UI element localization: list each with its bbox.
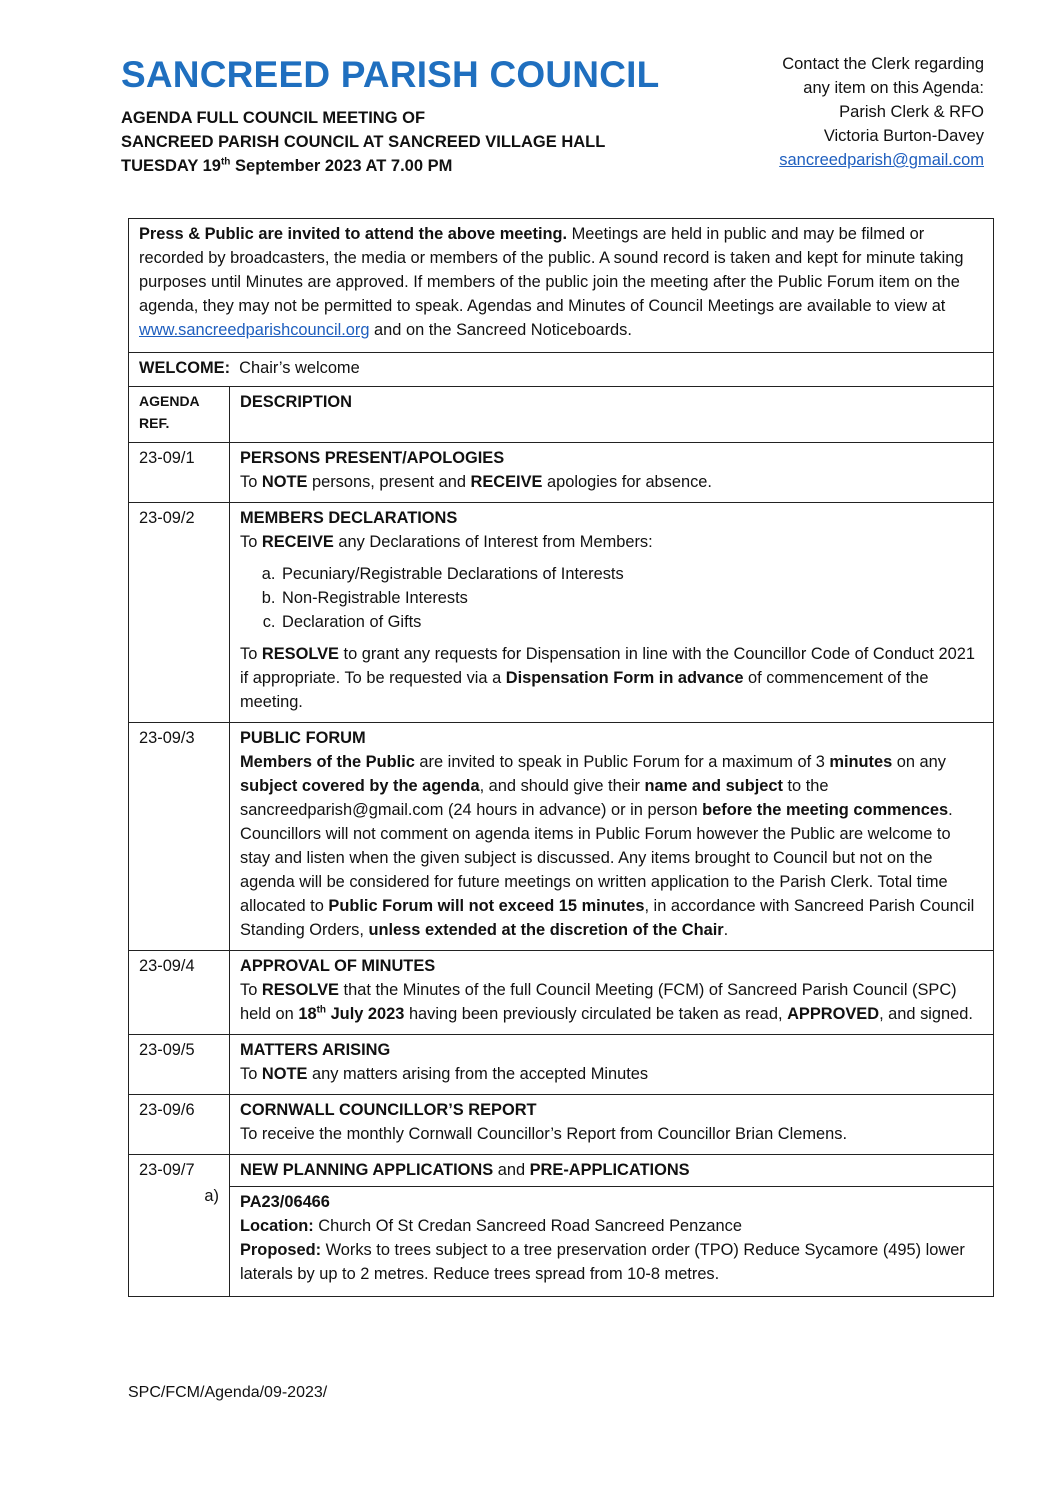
agenda-item-2: 23-09/2 MEMBERS DECLARATIONS To RECEIVE any Declarations of Interest from Members: a. Pecuniary/Registrable Declarations of Interests b. Non-Registrable Interests c. Declaration of Gifts To RESOLVE to grant any requests for Dispensation in line with the Councillor Code of Conduct 2021 if appropriate. To be requested via a Dispensation Form in advance of commencement of the meeting. xyxy=(129,503,994,723)
welcome-row: WELCOME: Chair’s welcome xyxy=(129,353,994,387)
agenda-item-5: 23-09/5 MATTERS ARISING To NOTE any matters arising from the accepted Minutes xyxy=(129,1035,994,1095)
subtitle-line-1: AGENDA FULL COUNCIL MEETING OF xyxy=(121,109,426,127)
planning-application-row: PA23/06466 Location: Church Of St Credan Sancreed Road Sancreed Penzance Proposed: Works to trees subject to a tree preservation order (TPO) Reduce Sycamore (495) lower laterals by up to 2 metres. Reduce trees spread from 10-8 metres. xyxy=(129,1187,994,1297)
agenda-item-6: 23-09/6 CORNWALL COUNCILLOR’S REPORT To receive the monthly Cornwall Councillor’s Report from Councillor Brian Clemens. xyxy=(129,1095,994,1155)
contact-line-3: Parish Clerk & RFO xyxy=(839,103,984,121)
list-item: b. Non-Registrable Interests xyxy=(280,586,983,610)
column-header-row: AGENDA REF. DESCRIPTION xyxy=(129,387,994,443)
agenda-table xyxy=(128,218,994,1297)
contact-line-4: Victoria Burton-Davey xyxy=(823,127,984,145)
agenda-item-3: 23-09/3 PUBLIC FORUM Members of the Public are invited to speak in Public Forum for a maximum of 3 minutes on any subject covered by the agenda, and should give their name and subject to the sancreedparish@gmail.com (24 hours in advance) or in person before the meeting commences. Councillors will not comment on agenda items in Public Forum however the Public are welcome to stay and listen when the given subject is discussed. Any items brought to Council but not on the agenda will be considered for future meetings on written application to the Parish Clerk. Total time allocated to Public Forum will not exceed 15 minutes, in accordance with Sancreed Parish Council Standing Orders, unless extended at the discretion of the Chair. xyxy=(129,723,994,951)
page-title: SANCREED PARISH COUNCIL xyxy=(121,54,660,95)
list-item: a. Pecuniary/Registrable Declarations of Interests xyxy=(280,562,983,586)
contact-block xyxy=(779,52,984,172)
subtitle-line-2: SANCREED PARISH COUNCIL AT SANCREED VILLAGE HALL xyxy=(121,133,606,151)
contact-line-1: Contact the Clerk regarding xyxy=(782,55,984,73)
application-number: PA23/06466 xyxy=(240,1193,330,1211)
list-item: c. Declaration of Gifts xyxy=(280,610,983,634)
meeting-heading xyxy=(121,106,605,178)
agenda-item-4: 23-09/4 APPROVAL OF MINUTES To RESOLVE that the Minutes of the full Council Meeting (FCM) of Sancreed Parish Council (SPC) held on 18th July 2023 having been previously circulated be taken as read, APPROVED, and signed. xyxy=(129,951,994,1035)
meeting-date: TUESDAY 19th September 2023 AT 7.00 PM xyxy=(121,156,453,175)
document-reference: SPC/FCM/Agenda/09-2023/ xyxy=(128,1384,328,1401)
intro-bold: Press & Public are invited to attend the above meeting. xyxy=(139,225,568,243)
sub-ref: a) xyxy=(204,1187,219,1205)
agenda-item-1: 23-09/1 PERSONS PRESENT/APOLOGIES To NOTE persons, present and RECEIVE apologies for absence. xyxy=(129,443,994,503)
contact-line-2: any item on this Agenda: xyxy=(803,79,984,97)
clerk-email-link[interactable]: sancreedparish@gmail.com xyxy=(779,151,984,169)
agenda-item-7: 23-09/7 a) NEW PLANNING APPLICATIONS and PRE-APPLICATIONS xyxy=(129,1155,994,1187)
council-website-link[interactable]: www.sancreedparishcouncil.org xyxy=(139,321,370,339)
description-header: DESCRIPTION xyxy=(240,393,353,411)
intro-row: Press & Public are invited to attend the above meeting. Meetings are held in public and may be filmed or recorded by broadcasters, the media or members of the public. A sound record is taken and kept for minute taking purposes until Minutes are approved. If members of the public join the meeting after the Public Forum item on the agenda, they may not be permitted to speak. Agendas and Minutes of Council Meetings are available to view at www.sancreedparishcouncil.org and on the Sancreed Noticeboards. xyxy=(129,219,994,353)
declarations-list xyxy=(240,562,983,634)
